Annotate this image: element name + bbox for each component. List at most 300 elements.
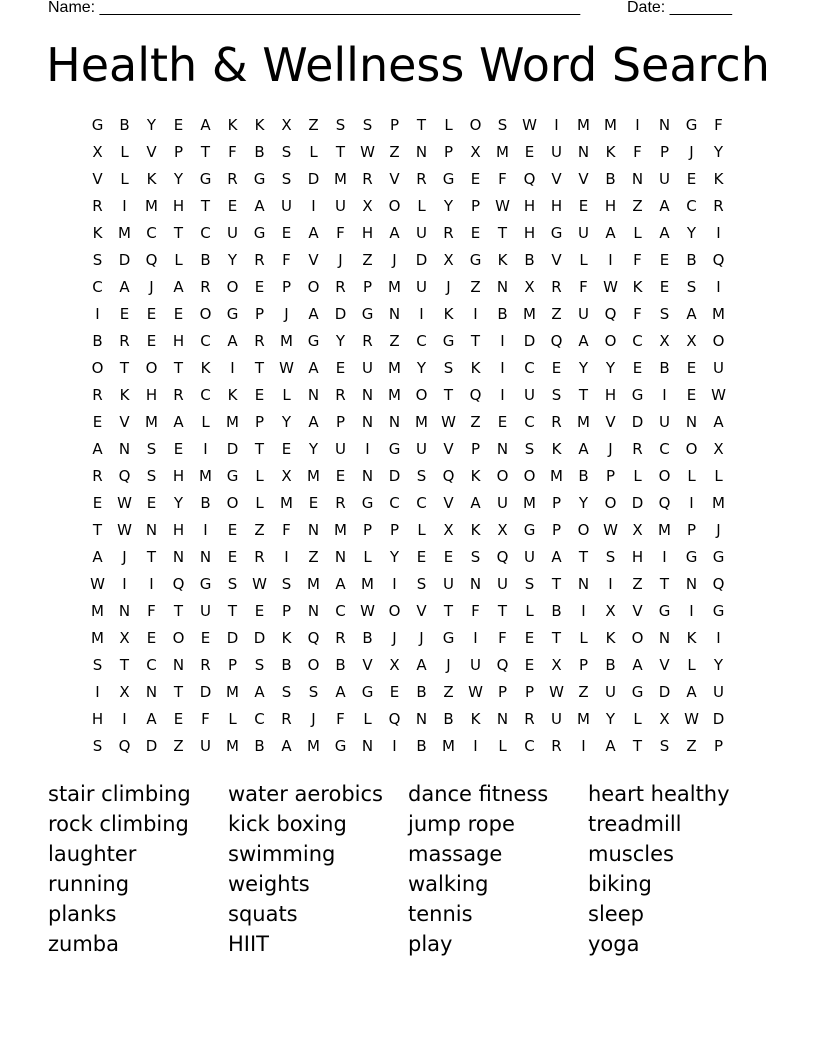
grid-letter: E xyxy=(146,493,157,512)
grid-letter: C xyxy=(524,358,535,377)
grid-letter: A xyxy=(254,682,265,701)
grid-letter: K xyxy=(605,142,616,161)
grid-letter: U xyxy=(497,574,508,593)
grid-letter: S xyxy=(524,439,535,458)
grid-letter: W xyxy=(117,493,132,512)
grid-letter: Z xyxy=(551,304,562,323)
grid-letter: C xyxy=(92,277,103,296)
word-list-item: stair climbing xyxy=(48,782,191,806)
grid-letter: N xyxy=(577,142,590,161)
grid-letter: R xyxy=(119,331,130,350)
grid-letter: W xyxy=(522,115,537,134)
grid-letter: M xyxy=(604,115,617,134)
word-list-item: rock climbing xyxy=(48,812,189,836)
grid-letter: W xyxy=(441,412,456,431)
grid-letter: P xyxy=(659,142,670,161)
grid-letter: M xyxy=(226,412,239,431)
grid-letter: W xyxy=(711,385,726,404)
word-list-item: planks xyxy=(48,902,117,926)
word-list-item: jump rope xyxy=(408,812,515,836)
grid-letter: Q xyxy=(496,547,509,566)
grid-letter: E xyxy=(524,655,535,674)
grid-letter: I xyxy=(662,385,667,404)
grid-letter: N xyxy=(658,628,671,647)
grid-letter: A xyxy=(659,223,670,242)
grid-letter: L xyxy=(498,736,507,755)
grid-letter: A xyxy=(92,439,103,458)
grid-letter: J xyxy=(392,628,397,647)
date-line: Date: _______ xyxy=(627,0,732,16)
grid-letter: Q xyxy=(172,574,185,593)
grid-letter: O xyxy=(415,385,428,404)
grid-letter: N xyxy=(145,682,158,701)
grid-letter: B xyxy=(281,655,292,674)
grid-letter: Z xyxy=(686,736,697,755)
grid-letter: K xyxy=(146,169,157,188)
grid-letter: J xyxy=(716,520,721,539)
grid-letter: N xyxy=(496,277,509,296)
grid-letter: I xyxy=(500,331,505,350)
grid-letter: U xyxy=(578,304,589,323)
grid-letter: X xyxy=(281,115,292,134)
grid-letter: B xyxy=(200,493,211,512)
grid-letter: Y xyxy=(146,115,157,134)
grid-letter: D xyxy=(334,304,347,323)
word-list-item: massage xyxy=(408,842,503,866)
grid-letter: D xyxy=(415,250,428,269)
grid-letter: B xyxy=(416,682,427,701)
grid-letter: P xyxy=(281,601,292,620)
grid-letter: K xyxy=(119,385,130,404)
grid-letter: Z xyxy=(308,547,319,566)
word-list-item: muscles xyxy=(588,842,674,866)
grid-letter: Z xyxy=(362,250,373,269)
grid-letter: A xyxy=(308,223,319,242)
grid-letter: R xyxy=(92,196,103,215)
grid-letter: G xyxy=(442,628,455,647)
grid-letter: A xyxy=(389,223,400,242)
grid-letter: I xyxy=(230,358,235,377)
grid-letter: V xyxy=(551,250,562,269)
grid-letter: H xyxy=(604,196,617,215)
grid-letter: L xyxy=(714,466,723,485)
grid-letter: T xyxy=(254,439,265,458)
grid-letter: F xyxy=(336,223,345,242)
grid-letter: I xyxy=(473,304,478,323)
grid-letter: G xyxy=(685,547,698,566)
grid-letter: K xyxy=(605,628,616,647)
grid-letter: M xyxy=(496,142,509,161)
grid-letter: U xyxy=(713,682,724,701)
grid-letter: O xyxy=(604,331,617,350)
grid-letter: R xyxy=(632,439,643,458)
grid-letter: E xyxy=(173,709,184,728)
grid-letter: L xyxy=(363,709,372,728)
word-list-item: play xyxy=(408,932,453,956)
grid-letter: M xyxy=(523,304,536,323)
grid-letter: D xyxy=(226,439,239,458)
grid-letter: C xyxy=(659,439,670,458)
grid-letter: X xyxy=(92,142,103,161)
grid-letter: E xyxy=(524,142,535,161)
word-list-item: squats xyxy=(228,902,298,926)
grid-letter: A xyxy=(173,277,184,296)
grid-letter: B xyxy=(416,736,427,755)
grid-letter: E xyxy=(173,439,184,458)
grid-letter: G xyxy=(334,736,347,755)
grid-letter: E xyxy=(470,169,481,188)
grid-letter: O xyxy=(658,466,671,485)
grid-letter: R xyxy=(281,709,292,728)
grid-letter: N xyxy=(307,520,320,539)
grid-letter: K xyxy=(470,520,481,539)
grid-letter: A xyxy=(605,736,616,755)
grid-letter: O xyxy=(145,358,158,377)
grid-letter: E xyxy=(686,358,697,377)
grid-letter: C xyxy=(416,493,427,512)
grid-letter: F xyxy=(633,304,642,323)
grid-letter: Q xyxy=(118,466,131,485)
grid-letter: N xyxy=(685,574,698,593)
grid-letter: S xyxy=(335,115,346,134)
grid-letter: M xyxy=(307,574,320,593)
grid-letter: Q xyxy=(496,655,509,674)
grid-letter: E xyxy=(443,547,454,566)
grid-letter: E xyxy=(686,385,697,404)
grid-letter: H xyxy=(361,223,374,242)
grid-letter: L xyxy=(174,250,183,269)
grid-letter: E xyxy=(416,547,427,566)
grid-letter: M xyxy=(361,574,374,593)
grid-letter: I xyxy=(608,250,613,269)
grid-letter: U xyxy=(713,358,724,377)
grid-letter: W xyxy=(360,142,375,161)
grid-letter: K xyxy=(470,709,481,728)
grid-letter: S xyxy=(470,547,481,566)
grid-letter: T xyxy=(173,223,184,242)
grid-letter: K xyxy=(227,115,238,134)
grid-letter: E xyxy=(686,169,697,188)
worksheet-header xyxy=(48,0,748,19)
grid-letter: G xyxy=(253,223,266,242)
grid-letter: B xyxy=(119,115,130,134)
grid-letter: X xyxy=(713,439,724,458)
word-list-item: laughter xyxy=(48,842,137,866)
grid-letter: R xyxy=(254,250,265,269)
grid-letter: E xyxy=(659,250,670,269)
grid-letter: O xyxy=(577,520,590,539)
grid-letter: P xyxy=(605,466,616,485)
grid-letter: H xyxy=(604,385,617,404)
grid-letter: A xyxy=(254,196,265,215)
grid-letter: E xyxy=(146,304,157,323)
word-list-item: swimming xyxy=(228,842,336,866)
grid-letter: S xyxy=(146,439,157,458)
grid-letter: M xyxy=(91,628,104,647)
grid-letter: B xyxy=(443,709,454,728)
grid-letter: V xyxy=(443,439,454,458)
grid-letter: U xyxy=(551,142,562,161)
grid-letter: E xyxy=(254,601,265,620)
grid-letter: I xyxy=(122,196,127,215)
grid-letter: S xyxy=(497,115,508,134)
grid-letter: N xyxy=(415,142,428,161)
grid-letter: I xyxy=(581,736,586,755)
grid-letter: L xyxy=(255,466,264,485)
grid-letter: A xyxy=(686,682,697,701)
grid-letter: G xyxy=(199,169,212,188)
grid-letter: T xyxy=(578,385,589,404)
word-list-item: kick boxing xyxy=(228,812,347,836)
grid-letter: W xyxy=(603,520,618,539)
grid-letter: A xyxy=(686,304,697,323)
grid-letter: N xyxy=(685,412,698,431)
grid-letter: H xyxy=(145,385,158,404)
grid-letter: R xyxy=(551,412,562,431)
grid-letter: I xyxy=(95,304,100,323)
grid-letter: V xyxy=(389,169,400,188)
grid-letter: O xyxy=(307,655,320,674)
word-list-item: zumba xyxy=(48,932,119,956)
grid-letter: Y xyxy=(281,412,292,431)
grid-letter: A xyxy=(173,412,184,431)
word-list-item: walking xyxy=(408,872,489,896)
grid-letter: Z xyxy=(308,115,319,134)
grid-letter: G xyxy=(361,304,374,323)
grid-letter: X xyxy=(362,196,373,215)
grid-letter: R xyxy=(416,169,427,188)
grid-letter: T xyxy=(470,331,481,350)
grid-letter: I xyxy=(716,628,721,647)
grid-letter: R xyxy=(335,628,346,647)
grid-letter: L xyxy=(201,412,210,431)
grid-letter: T xyxy=(416,115,427,134)
grid-letter: O xyxy=(172,628,185,647)
grid-letter: I xyxy=(203,439,208,458)
grid-letter: E xyxy=(146,331,157,350)
grid-letter: P xyxy=(686,520,697,539)
grid-letter: C xyxy=(146,655,157,674)
grid-letter: M xyxy=(523,493,536,512)
grid-letter: A xyxy=(119,277,130,296)
grid-letter: U xyxy=(416,223,427,242)
grid-letter: F xyxy=(282,250,291,269)
grid-letter: K xyxy=(92,223,103,242)
grid-letter: N xyxy=(388,412,401,431)
grid-letter: V xyxy=(551,169,562,188)
grid-letter: B xyxy=(254,736,265,755)
grid-letter: R xyxy=(713,196,724,215)
grid-letter: A xyxy=(146,709,157,728)
grid-letter: U xyxy=(335,439,346,458)
grid-letter: R xyxy=(254,547,265,566)
grid-letter: U xyxy=(362,358,373,377)
grid-letter: G xyxy=(442,331,455,350)
grid-letter: D xyxy=(523,331,536,350)
grid-letter: M xyxy=(415,412,428,431)
grid-letter: O xyxy=(496,466,509,485)
grid-letter: T xyxy=(173,358,184,377)
grid-letter: F xyxy=(498,628,507,647)
grid-letter: U xyxy=(551,709,562,728)
word-list-item: HIIT xyxy=(228,932,270,956)
grid-letter: I xyxy=(122,574,127,593)
grid-letter: E xyxy=(119,304,130,323)
grid-letter: K xyxy=(443,304,454,323)
grid-letter: M xyxy=(550,466,563,485)
grid-letter: F xyxy=(714,115,723,134)
grid-letter: Q xyxy=(469,385,482,404)
grid-letter: V xyxy=(605,412,616,431)
grid-letter: N xyxy=(361,412,374,431)
grid-letter: W xyxy=(549,682,564,701)
grid-letter: P xyxy=(254,304,265,323)
grid-letter: W xyxy=(117,520,132,539)
grid-letter: K xyxy=(713,169,724,188)
grid-letter: U xyxy=(335,196,346,215)
grid-letter: S xyxy=(551,385,562,404)
grid-letter: P xyxy=(497,682,508,701)
grid-letter: U xyxy=(200,601,211,620)
grid-letter: N xyxy=(361,736,374,755)
grid-letter: Y xyxy=(173,169,184,188)
grid-letter: G xyxy=(469,250,482,269)
grid-letter: S xyxy=(281,682,292,701)
grid-letter: E xyxy=(146,628,157,647)
grid-letter: X xyxy=(632,520,643,539)
grid-letter: Q xyxy=(523,169,536,188)
grid-letter: M xyxy=(388,385,401,404)
grid-letter: N xyxy=(361,466,374,485)
grid-letter: C xyxy=(389,493,400,512)
grid-letter: T xyxy=(551,574,562,593)
grid-letter: P xyxy=(470,439,481,458)
grid-letter: Y xyxy=(308,439,319,458)
grid-letter: Y xyxy=(713,142,724,161)
grid-letter: J xyxy=(338,250,343,269)
word-list-item: weights xyxy=(228,872,310,896)
grid-letter: X xyxy=(281,466,292,485)
grid-letter: N xyxy=(307,385,320,404)
grid-letter: S xyxy=(227,574,238,593)
grid-letter: G xyxy=(685,115,698,134)
grid-letter: Q xyxy=(388,709,401,728)
grid-letter: N xyxy=(172,655,185,674)
grid-letter: M xyxy=(145,196,158,215)
grid-letter: C xyxy=(416,331,427,350)
grid-letter: T xyxy=(254,358,265,377)
grid-letter: S xyxy=(254,655,265,674)
grid-letter: C xyxy=(524,412,535,431)
grid-letter: E xyxy=(389,682,400,701)
grid-letter: F xyxy=(498,169,507,188)
grid-letter: A xyxy=(632,655,643,674)
grid-letter: D xyxy=(226,628,239,647)
grid-letter: X xyxy=(119,628,130,647)
grid-letter: I xyxy=(284,547,289,566)
grid-letter: F xyxy=(336,709,345,728)
grid-letter: M xyxy=(334,169,347,188)
grid-letter: D xyxy=(712,709,725,728)
grid-letter: O xyxy=(523,466,536,485)
grid-letter: M xyxy=(199,466,212,485)
grid-letter: F xyxy=(633,142,642,161)
grid-letter: N xyxy=(496,439,509,458)
grid-letter: G xyxy=(199,574,212,593)
grid-letter: G xyxy=(550,223,563,242)
grid-letter: E xyxy=(254,385,265,404)
grid-letter: C xyxy=(686,196,697,215)
grid-letter: B xyxy=(335,655,346,674)
word-list xyxy=(48,779,768,959)
grid-letter: R xyxy=(92,466,103,485)
grid-letter: H xyxy=(91,709,104,728)
grid-letter: V xyxy=(632,601,643,620)
grid-letter: O xyxy=(91,358,104,377)
grid-letter: A xyxy=(281,736,292,755)
grid-letter: Z xyxy=(254,520,265,539)
grid-letter: T xyxy=(173,601,184,620)
grid-letter: K xyxy=(632,277,643,296)
grid-letter: T xyxy=(227,601,238,620)
grid-letter: P xyxy=(362,520,373,539)
grid-letter: K xyxy=(281,628,292,647)
grid-letter: S xyxy=(659,304,670,323)
grid-letter: T xyxy=(497,223,508,242)
grid-letter: H xyxy=(172,520,185,539)
grid-letter: V xyxy=(416,601,427,620)
grid-letter: Y xyxy=(686,223,697,242)
grid-letter: D xyxy=(145,736,158,755)
grid-letter: I xyxy=(473,736,478,755)
grid-letter: I xyxy=(203,520,208,539)
grid-letter: K xyxy=(470,466,481,485)
grid-letter: M xyxy=(91,601,104,620)
grid-letter: N xyxy=(145,520,158,539)
grid-letter: U xyxy=(470,655,481,674)
grid-letter: V xyxy=(146,142,157,161)
grid-letter: N xyxy=(415,709,428,728)
grid-letter: T xyxy=(119,358,130,377)
grid-letter: S xyxy=(308,682,319,701)
grid-letter: W xyxy=(495,196,510,215)
grid-letter: X xyxy=(443,520,454,539)
grid-letter: M xyxy=(388,277,401,296)
grid-letter: S xyxy=(416,466,427,485)
grid-letter: X xyxy=(605,601,616,620)
grid-letter: L xyxy=(633,223,642,242)
grid-letter: I xyxy=(419,304,424,323)
grid-letter: Q xyxy=(307,628,320,647)
grid-letter: O xyxy=(604,493,617,512)
grid-letter: G xyxy=(388,439,401,458)
grid-letter: H xyxy=(172,331,185,350)
grid-letter: X xyxy=(497,520,508,539)
grid-letter: S xyxy=(92,250,103,269)
grid-letter: D xyxy=(631,412,644,431)
grid-letter: I xyxy=(662,547,667,566)
grid-letter: L xyxy=(255,493,264,512)
grid-letter: H xyxy=(550,196,563,215)
grid-letter: I xyxy=(95,682,100,701)
grid-letter: O xyxy=(685,439,698,458)
grid-letter: T xyxy=(551,628,562,647)
grid-letter: F xyxy=(633,250,642,269)
grid-letter: U xyxy=(605,682,616,701)
grid-letter: H xyxy=(631,547,644,566)
grid-letter: J xyxy=(446,655,451,674)
grid-letter: U xyxy=(659,412,670,431)
